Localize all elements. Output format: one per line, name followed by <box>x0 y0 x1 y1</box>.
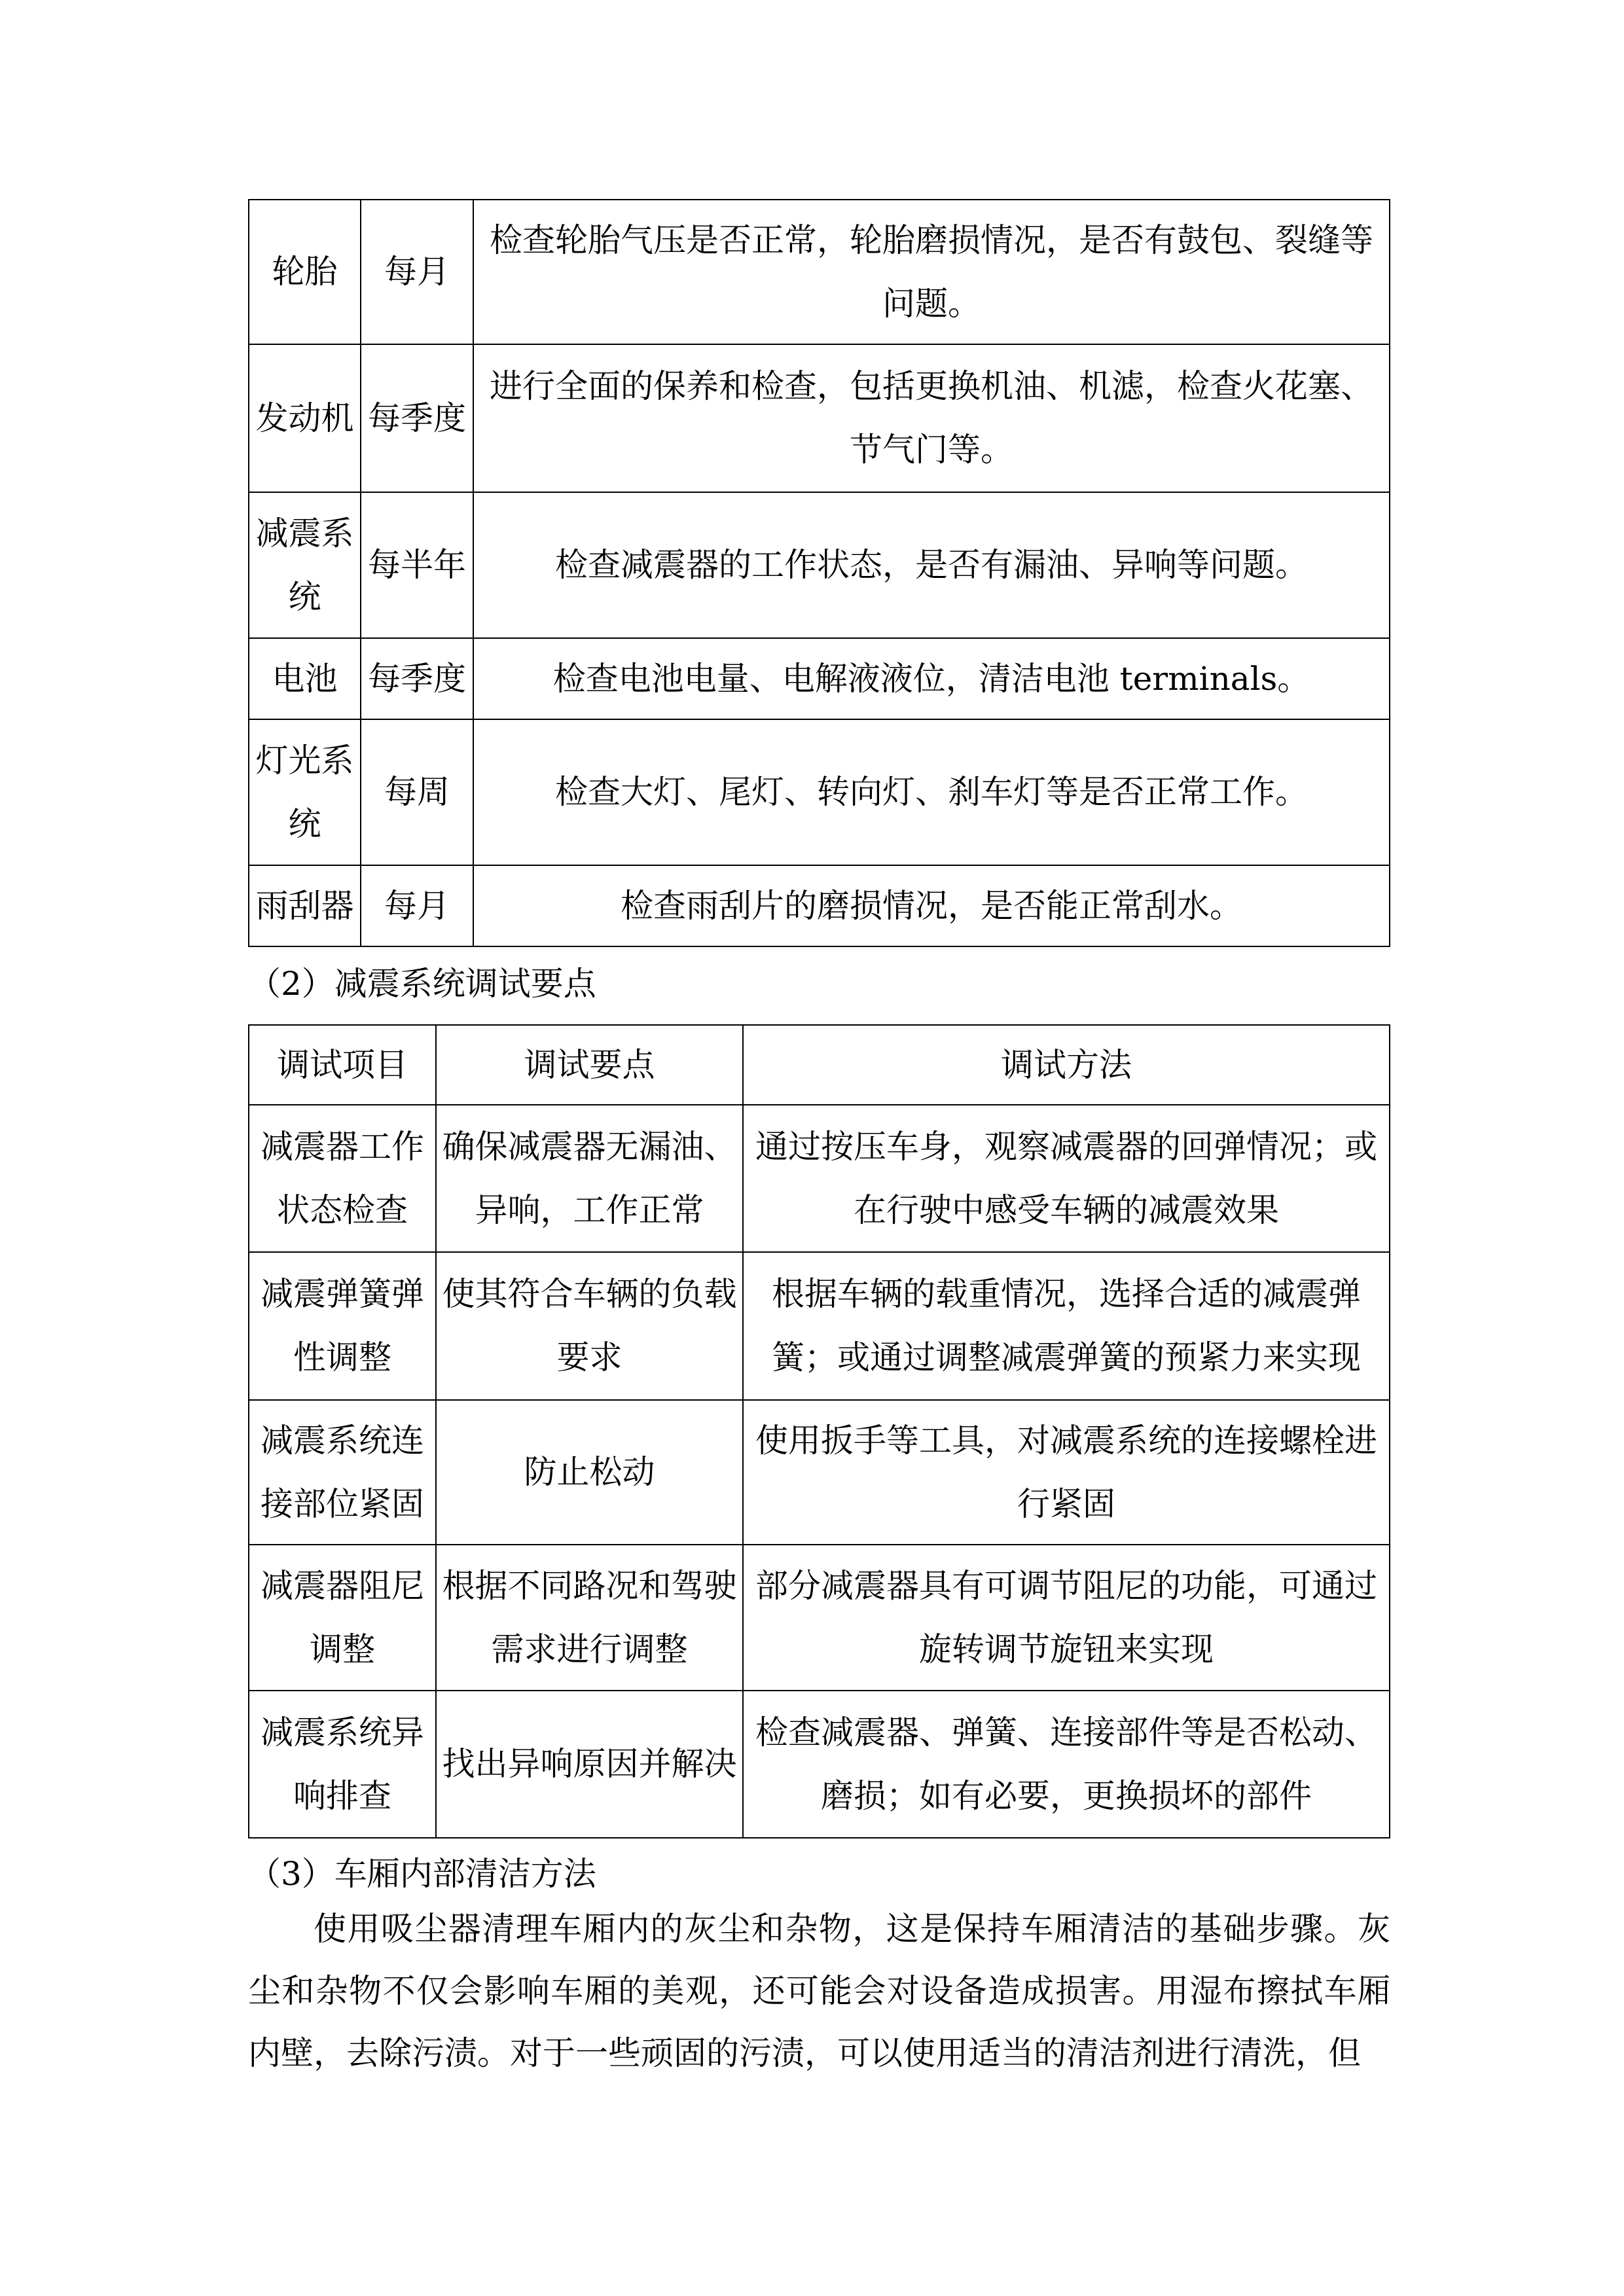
method-cell: 检查减震器、弹簧、连接部件等是否松动、磨损；如有必要，更换损坏的部件 <box>743 1691 1390 1838</box>
description-cell: 检查轮胎气压是否正常，轮胎磨损情况，是否有鼓包、裂缝等问题。 <box>473 200 1390 344</box>
point-cell: 使其符合车辆的负载要求 <box>436 1252 743 1400</box>
item-cell: 减震器工作状态检查 <box>249 1105 436 1252</box>
table-row <box>249 865 1390 946</box>
description-cell: 检查减震器的工作状态，是否有漏油、异响等问题。 <box>473 492 1390 638</box>
method-cell: 部分减震器具有可调节阻尼的功能，可通过旋转调节旋钮来实现 <box>743 1545 1390 1691</box>
method-cell: 使用扳手等工具，对减震系统的连接螺栓进行紧固 <box>743 1400 1390 1545</box>
item-cell: 减震器阻尼调整 <box>249 1545 436 1691</box>
section-heading: （2）减震系统调试要点 <box>248 965 596 1003</box>
shock-absorber-debug-table <box>248 1024 1390 1839</box>
point-cell: 找出异响原因并解决 <box>436 1691 743 1838</box>
section-heading: （3）车厢内部清洁方法 <box>248 1855 596 1893</box>
frequency-cell: 每周 <box>361 719 473 865</box>
item-cell: 减震系统异响排查 <box>249 1691 436 1838</box>
table-header-row <box>249 1025 1390 1105</box>
table-row <box>249 492 1390 638</box>
item-cell: 减震弹簧弹性调整 <box>249 1252 436 1400</box>
item-cell: 电池 <box>249 638 361 719</box>
table-row <box>249 719 1390 865</box>
table-row <box>249 200 1390 344</box>
table-row <box>249 1105 1390 1252</box>
header-cell: 调试项目 <box>249 1025 436 1105</box>
header-cell: 调试方法 <box>743 1025 1390 1105</box>
point-cell: 确保减震器无漏油、异响，工作正常 <box>436 1105 743 1252</box>
maintenance-schedule-table <box>248 199 1390 947</box>
table-row <box>249 1252 1390 1400</box>
method-cell: 根据车辆的载重情况，选择合适的减震弹簧；或通过调整减震弹簧的预紧力来实现 <box>743 1252 1390 1400</box>
description-cell: 进行全面的保养和检查，包括更换机油、机滤，检查火花塞、节气门等。 <box>473 344 1390 492</box>
item-cell: 减震系统连接部位紧固 <box>249 1400 436 1545</box>
point-cell: 根据不同路况和驾驶需求进行调整 <box>436 1545 743 1691</box>
header-cell: 调试要点 <box>436 1025 743 1105</box>
point-cell: 防止松动 <box>436 1400 743 1545</box>
frequency-cell: 每半年 <box>361 492 473 638</box>
item-cell: 发动机 <box>249 344 361 492</box>
table-row <box>249 1691 1390 1838</box>
item-cell: 轮胎 <box>249 200 361 344</box>
table-row <box>249 1545 1390 1691</box>
table-row <box>249 344 1390 492</box>
description-cell: 检查雨刮片的磨损情况，是否能正常刮水。 <box>473 865 1390 946</box>
table-row <box>249 638 1390 719</box>
frequency-cell: 每月 <box>361 200 473 344</box>
description-cell: 检查大灯、尾灯、转向灯、刹车灯等是否正常工作。 <box>473 719 1390 865</box>
item-cell: 雨刮器 <box>249 865 361 946</box>
item-cell: 灯光系统 <box>249 719 361 865</box>
method-cell: 通过按压车身，观察减震器的回弹情况；或在行驶中感受车辆的减震效果 <box>743 1105 1390 1252</box>
description-cell: 检查电池电量、电解液液位，清洁电池 terminals。 <box>473 638 1390 719</box>
item-cell: 减震系统 <box>249 492 361 638</box>
frequency-cell: 每季度 <box>361 638 473 719</box>
body-paragraph: 使用吸尘器清理车厢内的灰尘和杂物，这是保持车厢清洁的基础步骤。灰尘和杂物不仅会影响车厢的美观，还可能会对设备造成损害。用湿布擦拭车厢内壁，去除污渍。对于一些顽固的污渍，可以使用适当的清洁剂进行清洗，但 <box>248 1910 1390 2072</box>
table-row <box>249 1400 1390 1545</box>
frequency-cell: 每月 <box>361 865 473 946</box>
frequency-cell: 每季度 <box>361 344 473 492</box>
